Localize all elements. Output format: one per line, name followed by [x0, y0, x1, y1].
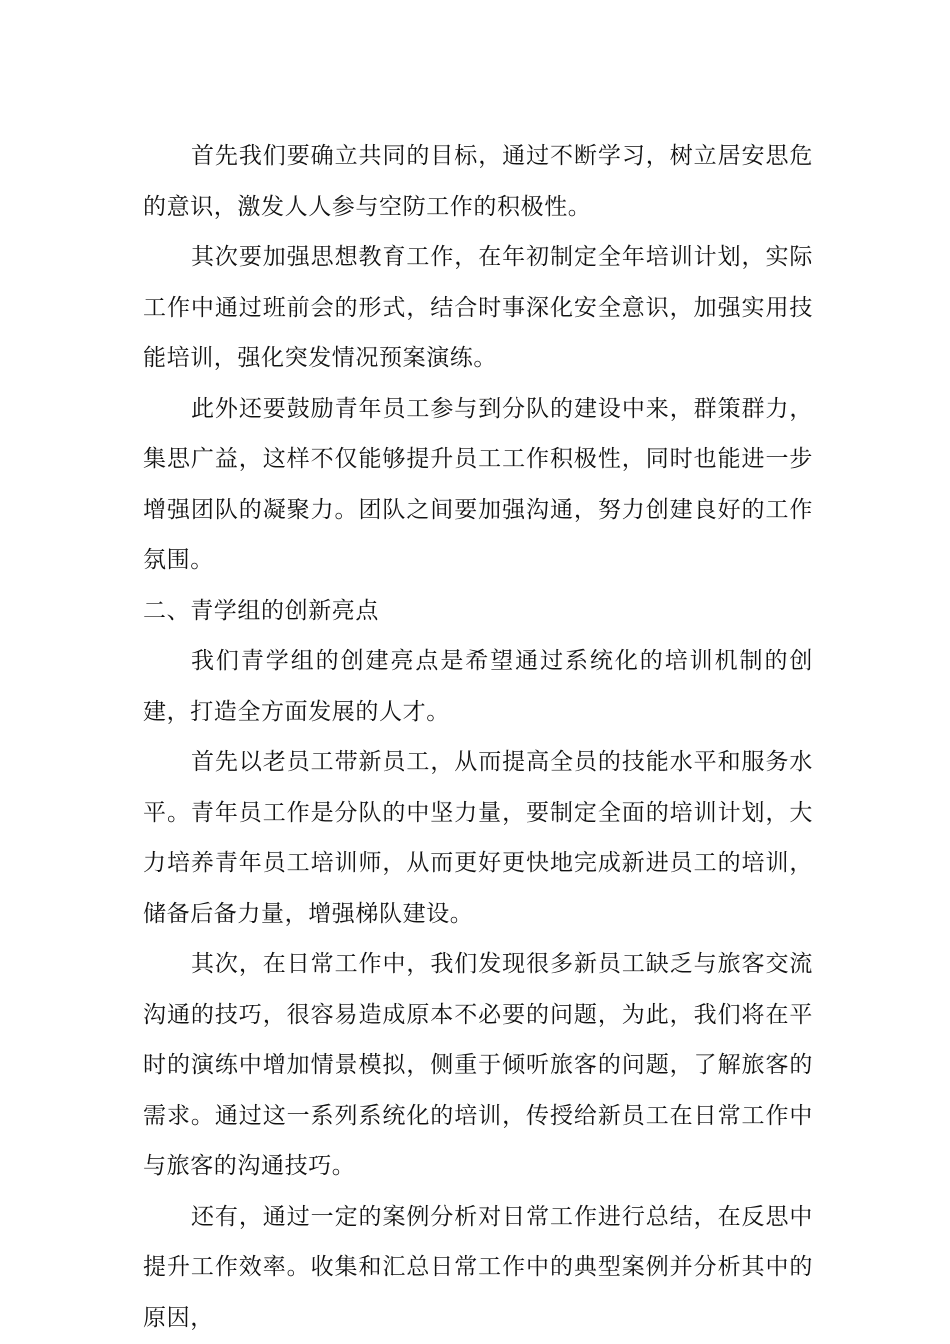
- paragraph-mentoring: 首先以老员工带新员工，从而提高全员的技能水平和服务水平。青年员工作是分队的中坚力量，要制定全面的培训计划，大力培养青年员工培训师，从而更好更快地完成新进员工的培训，储备后备力量，增强梯队建设。: [143, 749, 813, 927]
- paragraph-goal: 首先我们要确立共同的目标，通过不断学习，树立居安思危的意识，激发人人参与空防工作的积极性。: [143, 143, 813, 220]
- paragraph-education: 其次要加强思想教育工作，在年初制定全年培训计划，实际工作中通过班前会的形式，结合时事深化安全意识，加强实用技能培训，强化突发情况预案演练。: [143, 244, 813, 371]
- document-body: [143, 131, 813, 1343]
- paragraph-case-analysis: 还有，通过一定的案例分析对日常工作进行总结，在反思中提升工作效率。收集和汇总日常工作中的典型案例并分析其中的原因，: [143, 1203, 813, 1331]
- paragraph-communication: 其次，在日常工作中，我们发现很多新员工缺乏与旅客交流沟通的技巧，很容易造成原本不必要的问题，为此，我们将在平时的演练中增加情景模拟，侧重于倾听旅客的问题，了解旅客的需求。通过这一系列系统化的培训，传授给新员工在日常工作中与旅客的沟通技巧。: [143, 951, 813, 1179]
- paragraph-highlight: 我们青学组的创建亮点是希望通过系统化的培训机制的创建，打造全方面发展的人才。: [143, 648, 813, 725]
- paragraph-encourage: 此外还要鼓励青年员工参与到分队的建设中来，群策群力，集思广益，这样不仅能够提升员工工作积极性，同时也能进一步增强团队的凝聚力。团队之间要加强沟通，努力创建良好的工作氛围。: [143, 395, 813, 573]
- section-heading: 二、青学组的创新亮点: [143, 597, 379, 624]
